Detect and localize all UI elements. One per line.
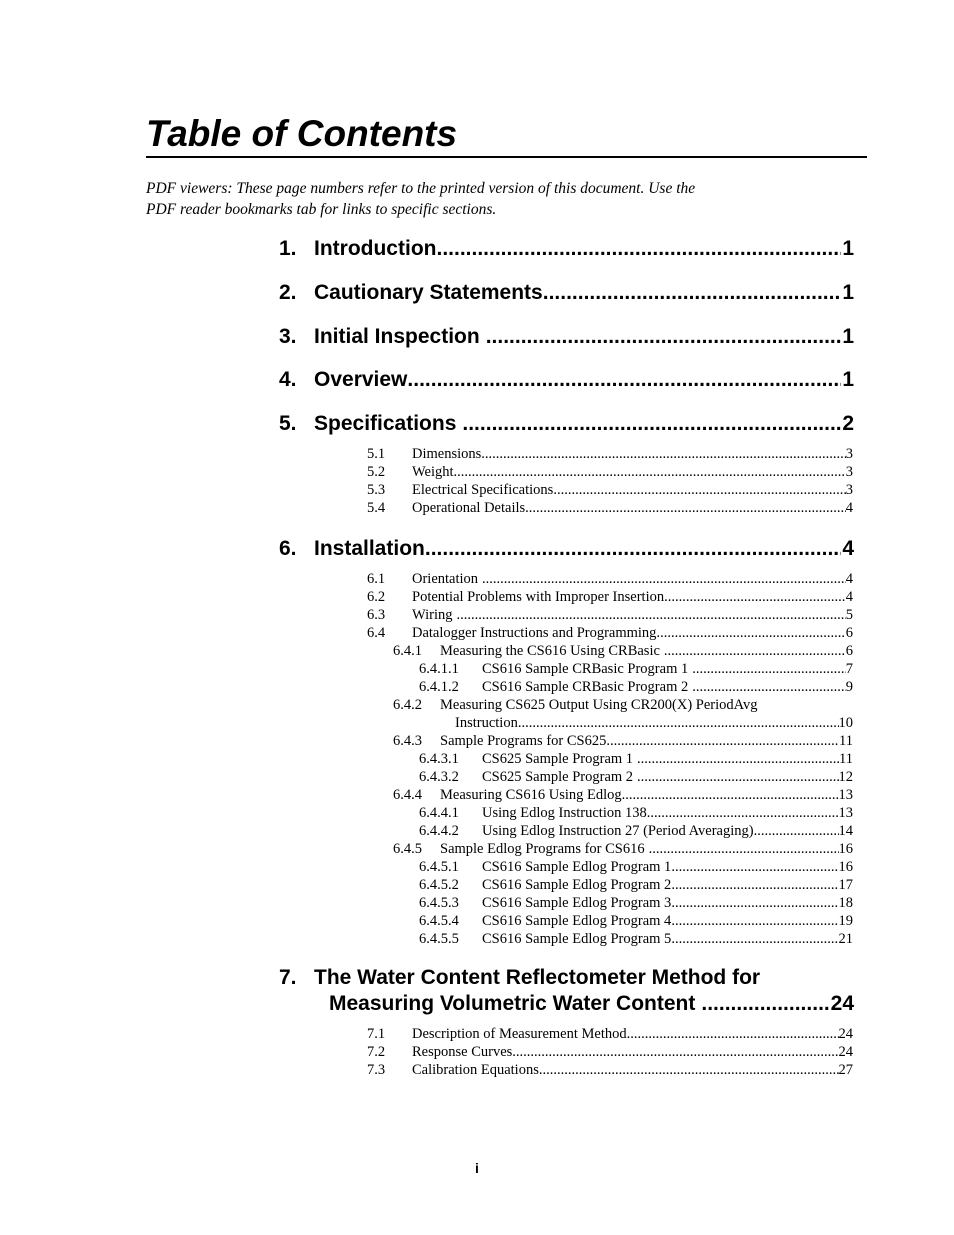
dot-leader <box>671 876 838 894</box>
toc-entry-label: Weight <box>412 464 454 480</box>
toc-entry-label: Using Edlog Instruction 27 (Period Averaging) <box>482 823 754 839</box>
toc-entry-number: 6.4.5.2 <box>419 877 459 893</box>
toc-entry-6-4-3-2[interactable] <box>419 768 853 786</box>
toc-entry-label: Description of Measurement Method <box>412 1026 627 1042</box>
toc-entry-label: CS616 Sample Edlog Program 4 <box>482 913 672 929</box>
toc-entry-label: Measuring CS625 Output Using CR200(X) PeriodAvg <box>440 697 758 713</box>
dot-leader <box>664 642 846 660</box>
toc-entry-page: 4 <box>845 571 853 587</box>
toc-entry-6-1[interactable] <box>367 570 853 588</box>
toc-entry-6-4-5-4[interactable] <box>419 912 853 930</box>
toc-entry-page: 1 <box>842 237 854 260</box>
toc-entry-5-2[interactable] <box>367 463 853 481</box>
toc-entry-number: 6.4.5.5 <box>419 931 459 947</box>
toc-entry-number: 3. <box>279 325 297 348</box>
toc-entry-label: Measuring CS616 Using Edlog <box>440 787 622 803</box>
toc-entry-label: Cautionary Statements <box>314 281 543 304</box>
toc-entry-label: Dimensions <box>412 446 482 462</box>
page-title: Table of Contents <box>146 113 458 154</box>
toc-entry-page: 3 <box>845 464 853 480</box>
toc-entry-6-4-1[interactable] <box>393 642 853 660</box>
toc-entry-number: 6.4.4 <box>393 787 422 803</box>
toc-entry-6-2[interactable] <box>367 588 853 606</box>
dot-leader <box>462 411 841 437</box>
dot-leader <box>649 840 839 858</box>
dot-leader <box>457 606 846 624</box>
toc-entry-label: Electrical Specifications <box>412 482 554 498</box>
dot-leader <box>525 499 846 517</box>
toc-entry-5-4[interactable] <box>367 499 853 517</box>
toc-entry-page: 4 <box>845 500 853 516</box>
toc-entry-number: 5.1 <box>367 446 386 462</box>
toc-entry-label: Instruction <box>455 715 518 731</box>
dot-leader <box>482 570 846 588</box>
toc-entry-label: CS616 Sample Edlog Program 1 <box>482 859 672 875</box>
toc-entry-6-4[interactable] <box>367 624 853 642</box>
toc-entry-page: 12 <box>838 769 853 785</box>
toc-entry-page: 10 <box>838 715 853 731</box>
toc-entry-number: 4. <box>279 368 297 391</box>
toc-entry-6[interactable] <box>279 536 854 562</box>
toc-entry-6-4-1-1[interactable] <box>419 660 853 678</box>
toc-entry-5[interactable] <box>279 411 854 437</box>
toc-entry-number: 6.3 <box>367 607 386 623</box>
toc-entry-page: 3 <box>845 482 853 498</box>
toc-entry-page: 4 <box>842 537 854 560</box>
toc-entry-page: 27 <box>838 1062 853 1078</box>
toc-entry-page: 24 <box>838 1026 853 1042</box>
toc-entry-5-1[interactable] <box>367 445 853 463</box>
toc-entry-label: Sample Programs for CS625 <box>440 733 607 749</box>
toc-entry-number: 7.3 <box>367 1062 386 1078</box>
dot-leader <box>671 930 838 948</box>
toc-entry-number: 6.4.5.3 <box>419 895 459 911</box>
toc-entry-number: 6.4.5.1 <box>419 859 459 875</box>
toc-entry-label: Initial Inspection <box>314 325 480 348</box>
toc-entry-label: The Water Content Reflectometer Method for <box>314 966 761 989</box>
toc-entry-page: 6 <box>845 643 853 659</box>
toc-entry-6-4-5-5[interactable] <box>419 930 853 948</box>
dot-leader <box>436 236 841 262</box>
toc-entry-page: 2 <box>842 412 854 435</box>
toc-entry-label: Introduction <box>314 237 437 260</box>
toc-entry-label: Installation <box>314 537 425 560</box>
dot-leader <box>553 481 845 499</box>
toc-entry-number: 6.4.1.2 <box>419 679 459 695</box>
toc-entry-label: Sample Edlog Programs for CS616 <box>440 841 645 857</box>
toc-entry-page: 13 <box>838 787 853 803</box>
toc-entry-label: CS625 Sample Program 1 <box>482 751 634 767</box>
toc-entry-label: CS616 Sample Edlog Program 2 <box>482 877 672 893</box>
dot-leader <box>671 894 838 912</box>
toc-entry-page: 11 <box>839 751 853 767</box>
toc-entry-number: 2. <box>279 281 297 304</box>
toc-entry-page: 6 <box>845 625 853 641</box>
toc-entry-4[interactable] <box>279 367 854 393</box>
toc-entry-number: 6.2 <box>367 589 386 605</box>
page-number: i <box>475 1160 479 1176</box>
toc-entry-number: 6.4 <box>367 625 386 641</box>
toc-entry-number: 7.2 <box>367 1044 386 1060</box>
dot-leader <box>622 786 839 804</box>
dot-leader <box>486 324 842 350</box>
toc-entry-label: CS616 Sample CRBasic Program 2 <box>482 679 689 695</box>
dot-leader <box>647 804 839 822</box>
dot-leader <box>692 660 846 678</box>
dot-leader <box>454 463 846 481</box>
dot-leader <box>701 991 829 1017</box>
toc-entry-7-1[interactable] <box>367 1025 853 1043</box>
toc-entry-page: 19 <box>838 913 853 929</box>
dot-leader <box>627 1025 839 1043</box>
toc-entry-label: CS616 Sample Edlog Program 3 <box>482 895 672 911</box>
toc-entry-number: 6.4.5 <box>393 841 422 857</box>
toc-entry-6-4-4[interactable] <box>393 786 853 804</box>
toc-entry-5-3[interactable] <box>367 481 853 499</box>
toc-entry-number: 6.4.2 <box>393 697 422 713</box>
toc-entry-page: 16 <box>838 841 853 857</box>
toc-entry-page: 21 <box>838 931 853 947</box>
toc-entry-6-4-5-2[interactable] <box>419 876 853 894</box>
dot-leader <box>671 858 838 876</box>
toc-entry-label: Measuring the CS616 Using CRBasic <box>440 643 660 659</box>
dot-leader <box>606 732 839 750</box>
toc-entry-number: 6.4.4.1 <box>419 805 459 821</box>
toc-entry-number: 5.3 <box>367 482 386 498</box>
toc-entry-page: 18 <box>838 895 853 911</box>
toc-entry-page: 14 <box>838 823 853 839</box>
toc-entry-label: Overview <box>314 368 408 391</box>
toc-entry-6-4-5-3[interactable] <box>419 894 853 912</box>
toc-entry-label: Potential Problems with Improper Insertion <box>412 589 665 605</box>
toc-entry-label: CS625 Sample Program 2 <box>482 769 634 785</box>
toc-entry-6-3[interactable] <box>367 606 853 624</box>
dot-leader <box>664 588 846 606</box>
dot-leader <box>656 624 845 642</box>
toc-entry-6-4-3-1[interactable] <box>419 750 853 768</box>
toc-entry-page: 1 <box>842 325 854 348</box>
toc-entry-label: Specifications <box>314 412 457 435</box>
toc-entry-label: Operational Details <box>412 500 526 516</box>
dot-leader <box>481 445 845 463</box>
toc-entry-page: 24 <box>830 992 854 1015</box>
toc-entry-label: CS616 Sample Edlog Program 5 <box>482 931 672 947</box>
note-line-2: PDF reader bookmarks tab for links to specific sections. <box>146 201 497 218</box>
toc-entry-page: 3 <box>845 446 853 462</box>
toc-entry-number: 6. <box>279 537 297 560</box>
toc-entry-6-4-4-2[interactable] <box>419 822 853 840</box>
toc-entry-6-4-5[interactable] <box>393 840 853 858</box>
dot-leader <box>518 714 839 732</box>
toc-entry-number: 5. <box>279 412 297 435</box>
toc-entry-page: 11 <box>839 733 853 749</box>
toc-entry-number: 6.4.1.1 <box>419 661 459 677</box>
toc-entry-6-4-5-1[interactable] <box>419 858 853 876</box>
dot-leader <box>407 367 841 393</box>
toc-entry-page: 17 <box>838 877 853 893</box>
toc-entry-number: 6.4.3 <box>393 733 422 749</box>
dot-leader <box>754 822 839 840</box>
dot-leader <box>637 768 838 786</box>
toc-entry-7-line1[interactable] <box>279 965 760 991</box>
toc-entry-6-4-1-2[interactable] <box>419 678 853 696</box>
toc-entry-label: Calibration Equations <box>412 1062 539 1078</box>
toc-entry-label: CS616 Sample CRBasic Program 1 <box>482 661 689 677</box>
toc-entry-number: 7.1 <box>367 1026 386 1042</box>
toc-entry-page: 13 <box>838 805 853 821</box>
toc-entry-number: 6.4.3.1 <box>419 751 459 767</box>
toc-entry-page: 9 <box>845 679 853 695</box>
toc-entry-number: 6.4.5.4 <box>419 913 459 929</box>
toc-entry-6-4-2-line2[interactable] <box>455 714 853 732</box>
toc-entry-7-2[interactable] <box>367 1043 853 1061</box>
dot-leader <box>539 1061 839 1079</box>
toc-entry-number: 1. <box>279 237 297 260</box>
toc-entry-page: 24 <box>838 1044 853 1060</box>
dot-leader <box>512 1043 838 1061</box>
toc-entry-number: 6.4.4.2 <box>419 823 459 839</box>
toc-entry-page: 1 <box>842 281 854 304</box>
dot-leader <box>425 536 841 562</box>
toc-entry-label: Using Edlog Instruction 138 <box>482 805 647 821</box>
toc-entry-6-4-4-1[interactable] <box>419 804 853 822</box>
toc-entry-label: Wiring <box>412 607 453 623</box>
note-line-1: PDF viewers: These page numbers refer to the printed version of this document. Use the <box>146 180 696 197</box>
toc-entry-page: 16 <box>838 859 853 875</box>
toc-entry-label: Measuring Volumetric Water Content <box>329 992 696 1015</box>
toc-entry-7-line2[interactable] <box>329 991 854 1017</box>
toc-entry-number: 6.1 <box>367 571 386 587</box>
toc-entry-6-4-3[interactable] <box>393 732 853 750</box>
toc-entry-2[interactable] <box>279 280 854 306</box>
toc-entry-page: 5 <box>845 607 853 623</box>
toc-entry-number: 7. <box>279 966 297 989</box>
toc-entry-label: Datalogger Instructions and Programming <box>412 625 657 641</box>
dot-leader <box>543 280 842 306</box>
toc-entry-label: Orientation <box>412 571 479 587</box>
toc-entry-1[interactable] <box>279 236 854 262</box>
toc-entry-page: 4 <box>845 589 853 605</box>
toc-entry-number: 5.4 <box>367 500 386 516</box>
toc-entry-number: 6.4.3.2 <box>419 769 459 785</box>
toc-entry-number: 5.2 <box>367 464 386 480</box>
dot-leader <box>692 678 846 696</box>
toc-entry-label: Response Curves <box>412 1044 513 1060</box>
toc-entry-3[interactable] <box>279 324 854 350</box>
dot-leader <box>637 750 839 768</box>
toc-entry-7-3[interactable] <box>367 1061 853 1079</box>
toc-entry-number: 6.4.1 <box>393 643 422 659</box>
toc-entry-6-4-2-line1[interactable] <box>393 696 758 714</box>
toc-entry-page: 7 <box>845 661 853 677</box>
toc-entry-page: 1 <box>842 368 854 391</box>
dot-leader <box>671 912 838 930</box>
